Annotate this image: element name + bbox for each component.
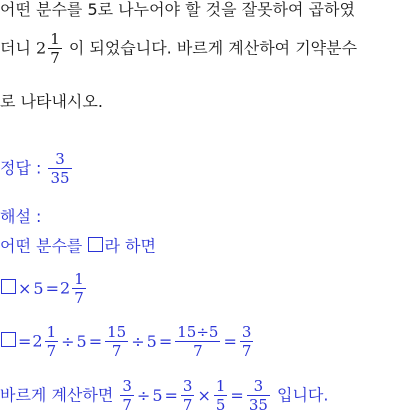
final-text-post: 입니다. bbox=[277, 385, 329, 405]
mixed-number-whole: 2 bbox=[32, 331, 43, 351]
fraction-numerator: 3 bbox=[247, 377, 270, 396]
equation-1 bbox=[0, 270, 88, 307]
fraction-numerator: 1 bbox=[46, 323, 57, 341]
mixed-number-whole: 2 bbox=[36, 38, 47, 58]
problem-line-3 bbox=[0, 92, 103, 112]
fraction-denominator: 5 bbox=[215, 396, 226, 414]
problem-line-1 bbox=[0, 0, 355, 20]
final-calculation-line bbox=[0, 377, 328, 414]
explanation-label: 해설 : bbox=[0, 207, 42, 226]
fraction-3-over-7 bbox=[120, 377, 134, 414]
fraction-denominator: 7 bbox=[182, 396, 193, 414]
fraction-denominator: 7 bbox=[122, 396, 132, 414]
problem-text-2-post: 이 되었습니다. 바르게 계산하여 기약분수 bbox=[68, 38, 358, 58]
fraction-numerator: 15÷5 bbox=[177, 323, 219, 341]
unknown-box bbox=[1, 332, 16, 347]
times-sign: × bbox=[18, 278, 32, 298]
fraction-numerator: 1 bbox=[50, 30, 60, 48]
number-five: 5 bbox=[33, 278, 44, 298]
explanation-label-line bbox=[0, 207, 41, 227]
setup-text-pre: 어떤 분수를 bbox=[0, 236, 83, 256]
fraction-denominator: 35 bbox=[248, 396, 268, 414]
problem-text-3: 로 나타내시오. bbox=[0, 92, 103, 111]
mixed-number-fraction bbox=[48, 30, 62, 67]
number-five: 5 bbox=[76, 331, 87, 351]
equals-sign: = bbox=[88, 331, 103, 351]
fraction-denominator: 7 bbox=[111, 342, 122, 360]
divide-sign: ÷ bbox=[136, 385, 151, 405]
divide-sign: ÷ bbox=[131, 331, 145, 351]
unknown-box bbox=[88, 237, 103, 252]
fraction-numerator: 1 bbox=[215, 377, 226, 395]
equals-sign: = bbox=[223, 331, 237, 351]
fraction-3-over-7 bbox=[181, 377, 195, 414]
divide-sign: ÷ bbox=[61, 331, 75, 351]
problem-text-2-pre: 더니 bbox=[0, 38, 31, 58]
mixed-number-fraction bbox=[72, 270, 86, 307]
explanation-setup-line bbox=[0, 236, 156, 257]
fraction-denominator: 7 bbox=[193, 342, 203, 360]
times-sign: × bbox=[197, 385, 211, 405]
fraction-1-over-5 bbox=[214, 377, 228, 414]
answer-label: 정답 : bbox=[0, 158, 42, 178]
number-five: 5 bbox=[146, 331, 157, 351]
equals-sign: = bbox=[158, 331, 173, 351]
fraction-15div5-over-7 bbox=[175, 323, 220, 360]
fraction-numerator: 3 bbox=[182, 377, 193, 395]
fraction-denominator: 7 bbox=[74, 289, 84, 307]
fraction-3-over-7 bbox=[240, 323, 254, 360]
problem-line-2 bbox=[0, 30, 357, 67]
fraction-3-over-35 bbox=[247, 377, 270, 414]
equals-sign: = bbox=[164, 385, 178, 405]
equation-2 bbox=[0, 323, 255, 360]
fraction-numerator: 15 bbox=[107, 323, 127, 341]
fraction-denominator: 7 bbox=[46, 342, 57, 360]
equals-sign: = bbox=[230, 385, 244, 405]
equals-sign: = bbox=[18, 331, 32, 351]
fraction-numerator: 1 bbox=[74, 270, 84, 288]
fraction-numerator: 3 bbox=[241, 323, 252, 341]
mixed-number-fraction bbox=[45, 323, 59, 360]
problem-text-1: 어떤 분수를 5로 나누어야 할 것을 잘못하여 곱하였 bbox=[0, 0, 355, 19]
answer-denominator: 35 bbox=[50, 169, 70, 187]
final-text-pre: 바르게 계산하면 bbox=[0, 385, 114, 405]
fraction-numerator: 3 bbox=[122, 377, 132, 395]
answer-fraction bbox=[48, 150, 71, 187]
fraction-denominator: 7 bbox=[241, 342, 252, 360]
number-five: 5 bbox=[152, 385, 163, 405]
answer-numerator: 3 bbox=[48, 150, 71, 169]
fraction-denominator: 7 bbox=[50, 49, 60, 67]
equals-sign: = bbox=[45, 278, 59, 298]
mixed-number-whole: 2 bbox=[60, 278, 71, 298]
answer-line bbox=[0, 150, 74, 187]
fraction-15-over-7 bbox=[105, 323, 128, 360]
unknown-box bbox=[1, 279, 16, 294]
setup-text-post: 라 하면 bbox=[104, 236, 156, 256]
